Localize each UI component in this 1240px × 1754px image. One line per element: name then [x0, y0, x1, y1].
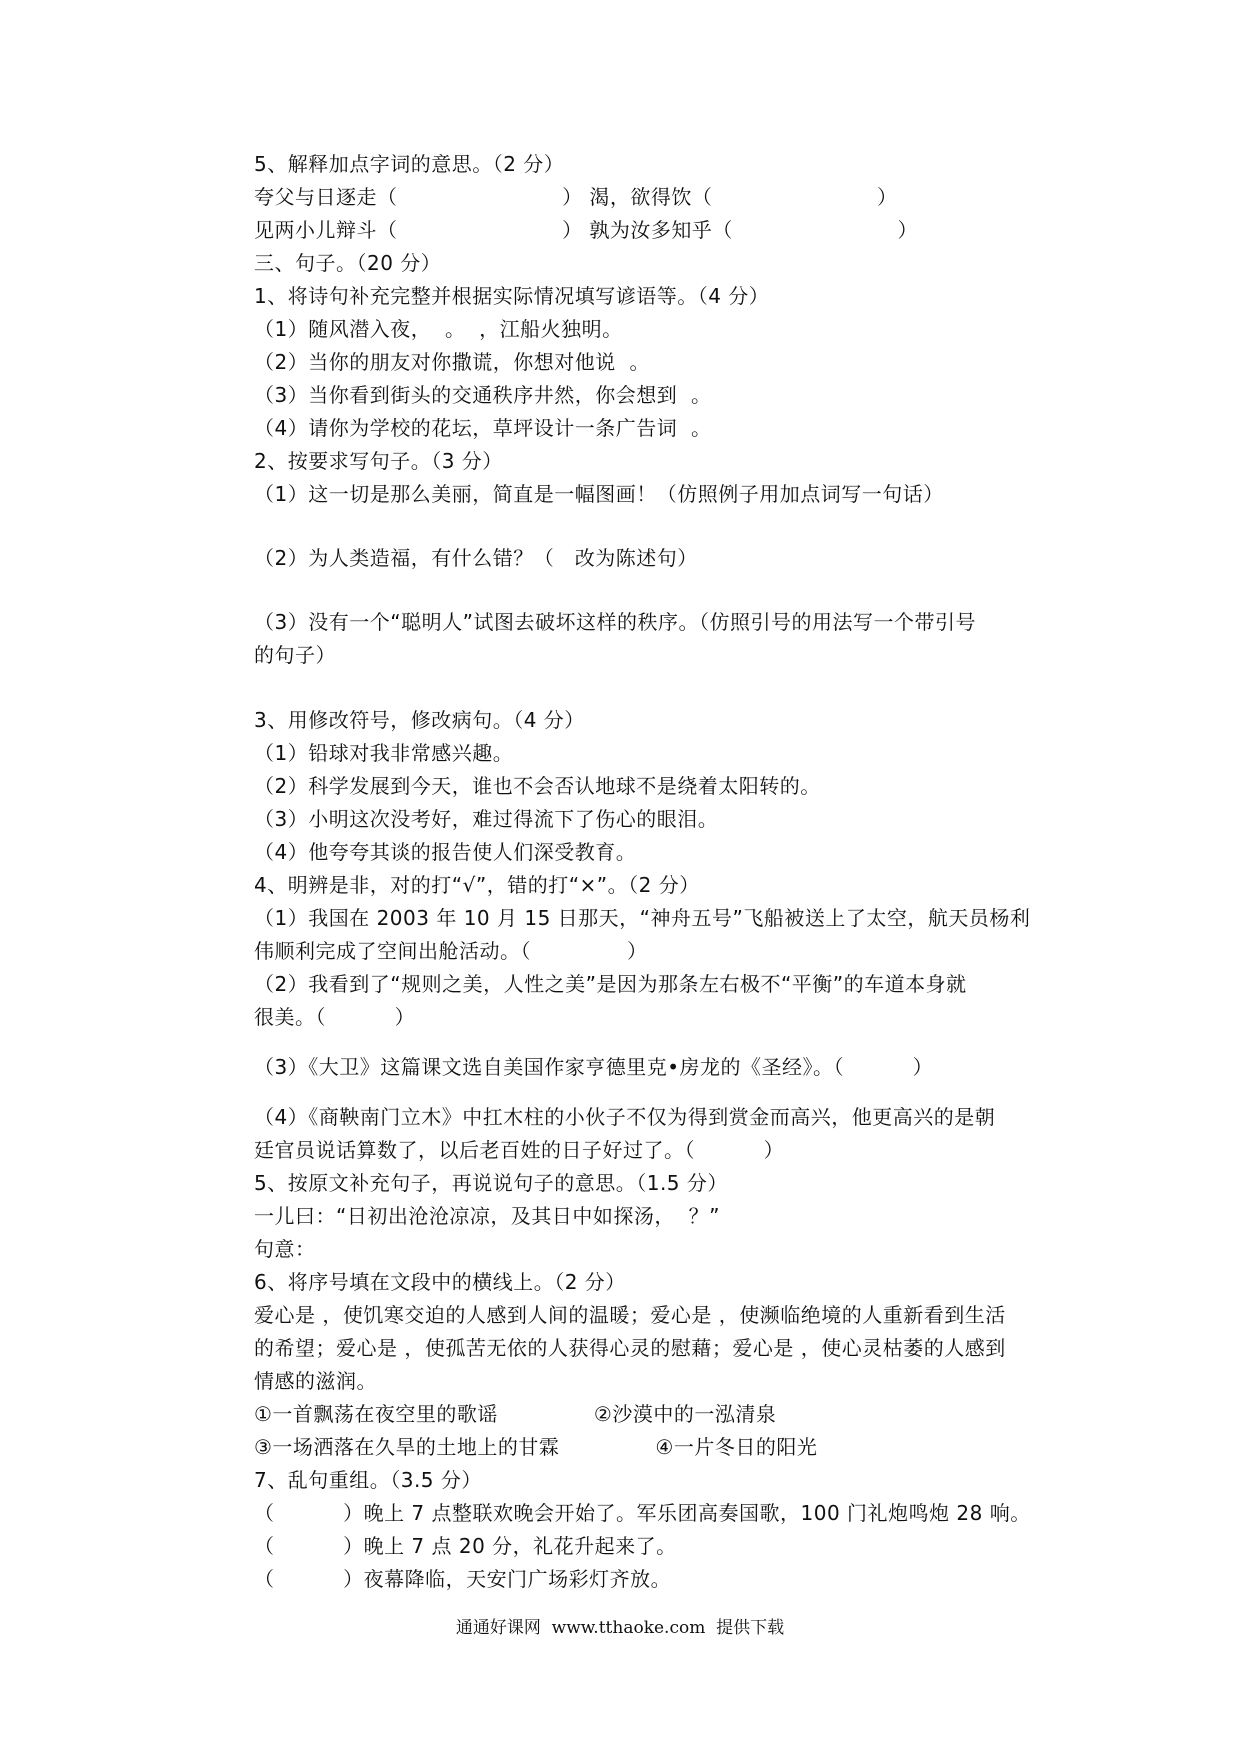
question-5-heading: 5、解释加点字词的意思。（2 分） — [254, 152, 565, 176]
s3-q4-item-1-line-2: 伟顺利完成了空间出舱活动。（ ） — [254, 939, 648, 963]
s3-q7-item-1: （ ）晚上 7 点整联欢晚会开始了。军乐团高奏国歌，100 门礼炮鸣炮 28 响。 — [254, 1501, 1031, 1525]
s3-question-6-heading: 6、将序号填在文段中的横线上。（2 分） — [254, 1270, 626, 1294]
page-footer: 通通好课网 www.tthaoke.com 提供下载 — [455, 1618, 785, 1638]
s3-q7-item-3: （ ）夜幕降临，天安门广场彩灯齐放。 — [254, 1567, 672, 1591]
question-5-row-2: 见两小儿辩斗（ ） 孰为汝多知乎（ ） — [254, 218, 919, 242]
s3-q5-meaning-label: 句意： — [254, 1237, 316, 1261]
section-3-heading: 三、句子。（20 分） — [254, 251, 442, 275]
s3-q1-item-2: （2）当你的朋友对你撒谎，你想对他说 。 — [254, 350, 650, 374]
s3-q6-passage-line-2: 的希望；爱心是 ，使孤苦无依的人获得心灵的慰藉；爱心是 ，使心灵枯萎的人感到 — [254, 1336, 1006, 1360]
s3-q1-item-3: （3）当你看到街头的交通秩序井然，你会想到 。 — [254, 383, 712, 407]
s3-q4-item-4-line-1: （4）《商鞅南门立木》中扛木柱的小伙子不仅为得到赏金而高兴，他更高兴的是朝 — [254, 1105, 996, 1129]
s3-q2-item-3-line-2: 的句子） — [254, 643, 336, 667]
s3-q4-item-4-line-2: 廷官员说话算数了，以后老百姓的日子好过了。（ ） — [254, 1138, 785, 1162]
s3-q2-item-1: （1）这一切是那么美丽，简直是一幅图画！（仿照例子用加点词写一句话） — [254, 482, 944, 506]
s3-q6-passage-line-3: 情感的滋润。 — [254, 1369, 377, 1393]
s3-q2-item-3-line-1: （3）没有一个“聪明人”试图去破坏这样的秩序。（仿照引号的用法写一个带引号 — [254, 610, 976, 634]
s3-q1-item-4: （4）请你为学校的花坛，草坪设计一条广告词 。 — [254, 416, 712, 440]
s3-question-1-heading: 1、将诗句补充完整并根据实际情况填写谚语等。（4 分） — [254, 284, 770, 308]
s3-q3-item-3: （3）小明这次没考好，难过得流下了伤心的眼泪。 — [254, 807, 719, 831]
s3-question-3-heading: 3、用修改符号，修改病句。（4 分） — [254, 708, 585, 732]
s3-q4-item-3: （3）《大卫》这篇课文选自美国作家亨德里克•房龙的《圣经》。（ ） — [254, 1055, 934, 1079]
s3-q4-item-1-line-1: （1）我国在 2003 年 10 月 15 日那天，“神舟五号”飞船被送上了太空，航天员杨利 — [254, 906, 1031, 930]
s3-q7-item-2: （ ）晚上 7 点 20 分，礼花升起来了。 — [254, 1534, 677, 1558]
s3-q3-item-1: （1）铅球对我非常感兴趣。 — [254, 741, 514, 765]
s3-q3-item-2: （2）科学发展到今天，谁也不会否认地球不是绕着太阳转的。 — [254, 774, 821, 798]
s3-question-2-heading: 2、按要求写句子。（3 分） — [254, 449, 503, 473]
s3-q4-item-2-line-2: 很美。（ ） — [254, 1005, 416, 1029]
s3-q1-item-1: （1）随风潜入夜， 。 ，江船火独明。 — [254, 317, 623, 341]
s3-question-5-heading: 5、按原文补充句子，再说说句子的意思。（1.5 分） — [254, 1171, 728, 1195]
s3-q5-quote: 一儿曰：“日初出沧沧凉凉，及其日中如探汤， ？” — [254, 1204, 720, 1228]
s3-q6-passage-line-1: 爱心是 ，使饥寒交迫的人感到人间的温暖；爱心是 ，使濒临绝境的人重新看到生活 — [254, 1303, 1006, 1327]
s3-q4-item-2-line-1: （2）我看到了“规则之美，人性之美”是因为那条左右极不“平衡”的车道本身就 — [254, 972, 967, 996]
s3-question-7-heading: 7、乱句重组。（3.5 分） — [254, 1468, 482, 1492]
s3-q3-item-4: （4）他夸夸其谈的报告使人们深受教育。 — [254, 840, 637, 864]
s3-q6-options-row-2: ③一场洒落在久旱的土地上的甘霖 ④一片冬日的阳光 — [254, 1435, 818, 1459]
s3-question-4-heading: 4、明辨是非，对的打“√”，错的打“×”。（2 分） — [254, 873, 700, 897]
s3-q2-item-2: （2）为人类造福，有什么错？（ 改为陈述句） — [254, 546, 698, 570]
question-5-row-1: 夸父与日逐走（ ） 渴，欲得饮（ ） — [254, 185, 898, 209]
s3-q6-options-row-1: ①一首飘荡在夜空里的歌谣 ②沙漠中的一泓清泉 — [254, 1402, 777, 1426]
